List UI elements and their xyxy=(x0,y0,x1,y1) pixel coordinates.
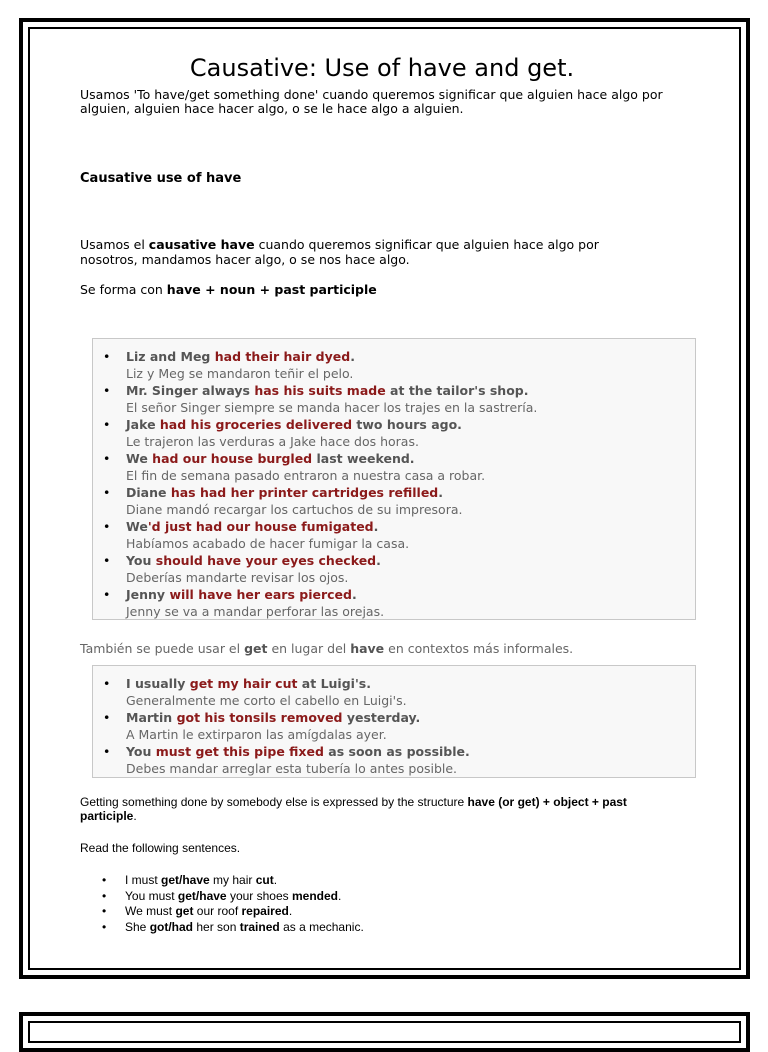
text: as soon as possible. xyxy=(323,744,470,759)
text: Liz and Meg xyxy=(126,349,215,364)
example-english xyxy=(126,348,695,365)
bullet-icon: • xyxy=(103,553,111,568)
text: Mr. Singer always xyxy=(126,383,255,398)
page-title: Causative: Use of have and get. xyxy=(189,54,575,82)
text: También se puede usar el xyxy=(80,641,245,656)
example-spanish: Habíamos acabado de hacer fumigar la casa. xyxy=(126,536,410,551)
examples-get-box xyxy=(92,665,696,778)
bold-have: have xyxy=(350,641,385,656)
highlight-phrase: should have your eyes checked xyxy=(155,553,377,568)
text: You must xyxy=(125,888,178,903)
bold-term: repaired xyxy=(241,904,289,918)
text: I must xyxy=(125,873,162,887)
text: . xyxy=(288,904,293,918)
causative-have-paragraph xyxy=(80,237,600,267)
list-item xyxy=(93,518,695,552)
next-page-frame-inner xyxy=(28,1021,741,1043)
list-item xyxy=(102,889,364,905)
text: . xyxy=(133,809,137,823)
example-english xyxy=(126,450,695,467)
text: my hair xyxy=(209,873,256,887)
example-english xyxy=(126,675,695,692)
example-spanish: El señor Singer siempre se manda hacer los trajes en la sastrería. xyxy=(126,400,538,415)
text: cuando queremos significar que alguien hace algo por nosotros, mandamos hacer algo, o se nos hace algo. xyxy=(80,237,599,267)
bullet-icon: • xyxy=(102,873,107,887)
list-item xyxy=(102,873,364,889)
bold-term: cut xyxy=(255,873,274,887)
bullet-icon: • xyxy=(103,519,111,534)
example-english xyxy=(126,416,695,433)
list-item xyxy=(93,552,695,586)
text: . xyxy=(373,519,379,534)
highlight-phrase: get my hair cut xyxy=(189,676,298,691)
bold-term: mended xyxy=(291,888,338,903)
formula: have + noun + past participle xyxy=(166,282,377,297)
list-item xyxy=(102,920,364,936)
text: Diane xyxy=(126,485,171,500)
intro-paragraph: Usamos 'To have/get something done' cuando queremos significar que alguien hace algo por alguien, alguien hace hacer algo, o se le hace algo a alguien. xyxy=(80,87,663,116)
bullet-icon: • xyxy=(103,417,111,432)
sentences-list xyxy=(102,873,364,935)
list-item xyxy=(93,348,695,382)
list-item xyxy=(93,743,695,777)
formation-paragraph xyxy=(80,282,377,297)
text: . xyxy=(338,888,342,903)
text: at Luigi's. xyxy=(297,676,371,691)
text: yesterday. xyxy=(342,710,421,725)
example-english xyxy=(126,743,695,760)
read-prompt: Read the following sentences. xyxy=(80,841,241,855)
example-spanish: Jenny se va a mandar perforar las orejas. xyxy=(126,604,385,619)
bullet-icon: • xyxy=(103,383,111,398)
bullet-icon: • xyxy=(102,904,107,918)
example-spanish: Generalmente me corto el cabello en Luigi's. xyxy=(126,693,407,708)
highlight-phrase: will have her ears pierced xyxy=(169,587,352,602)
bullet-icon: • xyxy=(103,676,111,691)
text: your shoes xyxy=(226,888,292,903)
highlight-phrase: got his tonsils removed xyxy=(176,710,343,725)
list-item xyxy=(93,586,695,620)
example-spanish: Diane mandó recargar los cartuchos de su impresora. xyxy=(126,502,463,517)
example-english xyxy=(126,484,695,501)
example-english xyxy=(126,552,695,569)
list-item xyxy=(93,382,695,416)
text: en lugar del xyxy=(267,641,351,656)
list-item xyxy=(93,709,695,743)
example-spanish: A Martin le extirparon las amígdalas ayer. xyxy=(126,727,387,742)
text: . xyxy=(351,587,357,602)
text: her son xyxy=(193,919,240,934)
bold-structure: have (or get) + object + past participle xyxy=(80,795,627,823)
bullet-icon: • xyxy=(103,744,111,759)
text: She xyxy=(125,919,150,934)
bold-term: get/have xyxy=(177,888,227,903)
text: We xyxy=(126,451,153,466)
text: as a mechanic. xyxy=(279,919,364,934)
text: We must xyxy=(125,904,176,918)
text: . xyxy=(350,349,355,364)
example-english xyxy=(126,518,695,535)
list-item xyxy=(93,484,695,518)
highlight-phrase: had his groceries delivered xyxy=(159,417,353,432)
text: our roof xyxy=(193,904,242,918)
list-item xyxy=(93,450,695,484)
text: two hours ago. xyxy=(352,417,462,432)
bold-term: trained xyxy=(239,919,280,934)
bullet-icon: • xyxy=(103,587,111,602)
bold-get: get xyxy=(244,641,268,656)
examples-have-list xyxy=(93,339,695,620)
text: Jake xyxy=(126,417,160,432)
text: Usamos el xyxy=(80,237,149,252)
example-english xyxy=(126,382,695,399)
text: en contextos más informales. xyxy=(384,641,574,656)
bullet-icon: • xyxy=(103,485,111,500)
text: Jenny xyxy=(126,587,170,602)
highlight-phrase: had our house burgled xyxy=(152,451,313,466)
bold-term: got/had xyxy=(149,919,194,934)
examples-have-box xyxy=(92,338,696,620)
bold-term: get/have xyxy=(161,873,210,887)
example-english xyxy=(126,586,695,603)
example-spanish: Deberías mandarte revisar los ojos. xyxy=(126,570,349,585)
section-heading: Causative use of have xyxy=(80,171,242,186)
list-item xyxy=(102,904,364,920)
text: . xyxy=(376,553,381,568)
text: I usually xyxy=(126,676,190,691)
example-spanish: Debes mandar arreglar esta tubería lo antes posible. xyxy=(126,761,458,776)
get-note-paragraph xyxy=(80,641,573,656)
bold-term: causative have xyxy=(148,237,255,252)
highlight-phrase: must get this pipe fixed xyxy=(155,744,324,759)
text: Martin xyxy=(126,710,177,725)
highlight-phrase: has had her printer cartridges refilled xyxy=(170,485,439,500)
bullet-icon: • xyxy=(103,349,111,364)
text: at the tailor's shop. xyxy=(385,383,529,398)
bullet-icon: • xyxy=(103,451,111,466)
example-spanish: El fin de semana pasado entraron a nuestra casa a robar. xyxy=(126,468,486,483)
highlight-phrase: has his suits made xyxy=(254,383,386,398)
highlight-phrase: 'd just had our house fumigated xyxy=(147,519,374,534)
next-page-frame xyxy=(19,1012,750,1052)
bullet-icon: • xyxy=(102,888,107,903)
list-item xyxy=(93,675,695,709)
text: Getting something done by somebody else is expressed by the structure xyxy=(80,795,468,809)
text: You xyxy=(126,553,156,568)
list-item xyxy=(93,416,695,450)
bullet-icon: • xyxy=(103,710,111,725)
text: We xyxy=(126,519,148,534)
text: You xyxy=(126,744,156,759)
bullet-icon: • xyxy=(102,919,107,934)
text: . xyxy=(438,485,443,500)
structure-paragraph xyxy=(80,795,680,823)
bold-term: get xyxy=(175,904,194,918)
example-spanish: Le trajeron las verduras a Jake hace dos horas. xyxy=(126,434,419,449)
text: last weekend. xyxy=(312,451,415,466)
example-spanish: Liz y Meg se mandaron teñir el pelo. xyxy=(126,366,354,381)
examples-get-list xyxy=(93,666,695,777)
text: . xyxy=(273,873,278,887)
example-english xyxy=(126,709,695,726)
highlight-phrase: had their hair dyed xyxy=(214,349,351,364)
text: Se forma con xyxy=(80,282,167,297)
